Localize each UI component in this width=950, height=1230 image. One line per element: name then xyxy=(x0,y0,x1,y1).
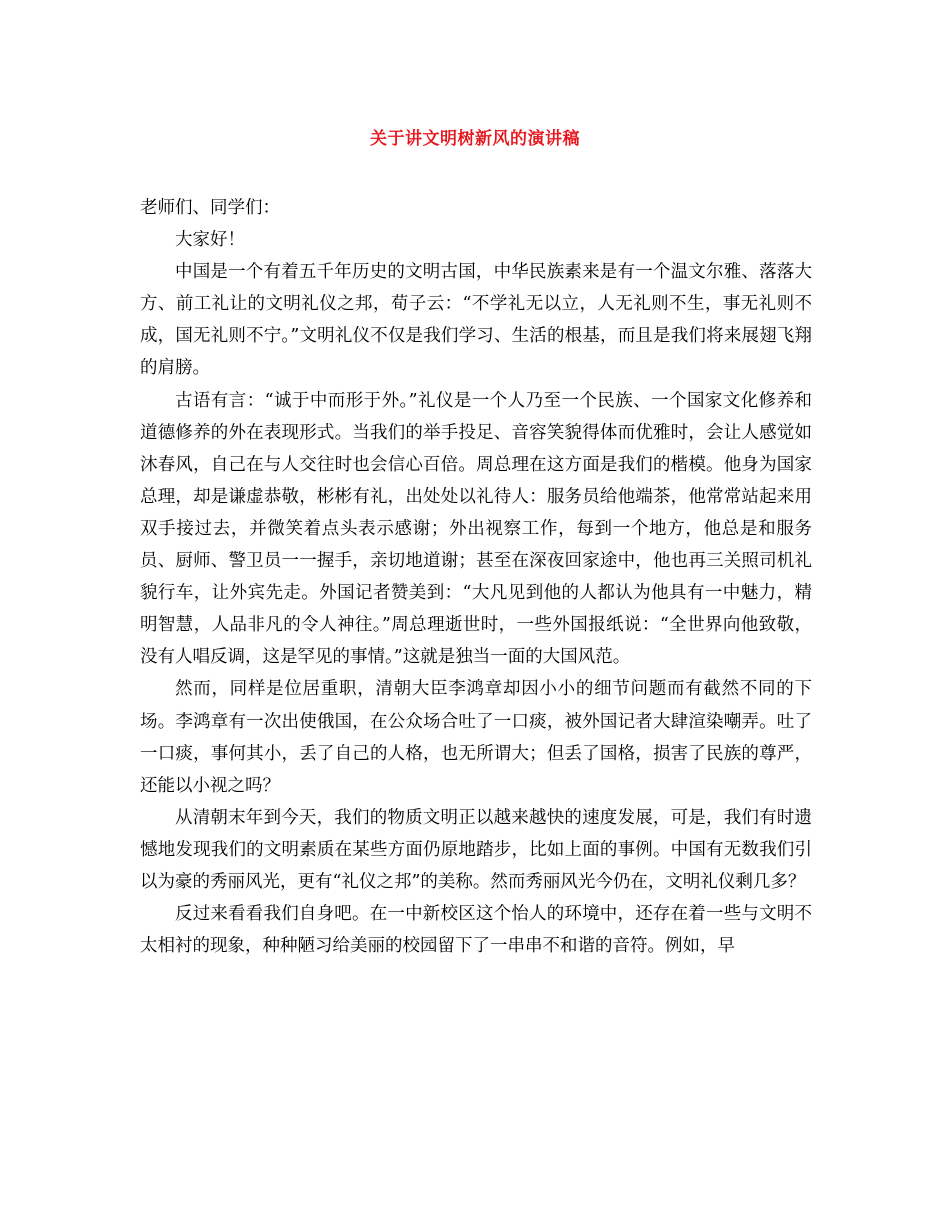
paragraph-zhou-enlai: 古语有言：“诚于中而形于外。”礼仪是一个人乃至一个民族、一个国家文化修养和道德修养的外在表现形式。当我们的举手投足、音容笑貌得体而优雅时，会让人感觉如沐春风，自己在与人交往时也会信心百倍。周总理在这方面是我们的楷模。他身为国家总理，却是谦虚恭敬，彬彬有礼，出处处以礼待人：服务员给他端茶，他常常站起来用双手接过去，并微笑着点头表示感谢；外出视察工作，每到一个地方，他总是和服务员、厨师、警卫员一一握手，亲切地道谢；甚至在深夜回家途中，他也再三关照司机礼貌行车，让外宾先走。外国记者赞美到：“大凡见到他的人都认为他具有一中魅力，精明智慧，人品非凡的令人神往。”周总理逝世时，一些外国报纸说：“全世界向他致敬，没有人唱反调，这是罕见的事情。”这就是独当一面的大国风范。 xyxy=(140,390,812,668)
paragraph-qing-to-today: 从清朝末年到今天，我们的物质文明正以越来越快的速度发展，可是，我们有时遗憾地发现我们的文明素质在某些方面仍原地踏步，比如上面的事例。中国有无数我们引以为豪的秀丽风光，更有“礼仪之邦”的美称。然而秀丽风光今仍在，文明礼仪剩几多？ xyxy=(140,807,812,892)
document-title: 关于讲文明树新风的演讲稿 xyxy=(370,129,580,149)
salutation: 老师们、同学们： xyxy=(140,198,280,218)
paragraph-greeting: 大家好！ xyxy=(175,230,245,251)
paragraph-li-hongzhang: 然而，同样是位居重职，清朝大臣李鸿章却因小小的细节问题而有截然不同的下场。李鸿章有一次出使俄国，在公众场合吐了一口痰，被外国记者大肆渲染嘲弄。吐了一口痰，事何其小，丢了自己的人格，也无所谓大；但丢了国格，损害了民族的尊严，还能以小视之吗？ xyxy=(140,679,812,796)
paragraph-intro: 中国是一个有着五千年历史的文明古国，中华民族素来是有一个温文尔雅、落落大方、前工礼让的文明礼仪之邦，荀子云：“不学礼无以立，人无礼则不生，事无礼则不成，国无礼则不宁。”文明礼仪不仅是我们学习、生活的根基，而且是我们将来展翅飞翔的肩膀。 xyxy=(140,262,812,379)
paragraph-campus: 反过来看看我们自身吧。在一中新校区这个怡人的环境中，还存在着一些与文明不太相衬的现象，种种陋习给美丽的校园留下了一串串不和谐的音符。例如，早 xyxy=(140,904,812,957)
document-body xyxy=(140,192,812,962)
